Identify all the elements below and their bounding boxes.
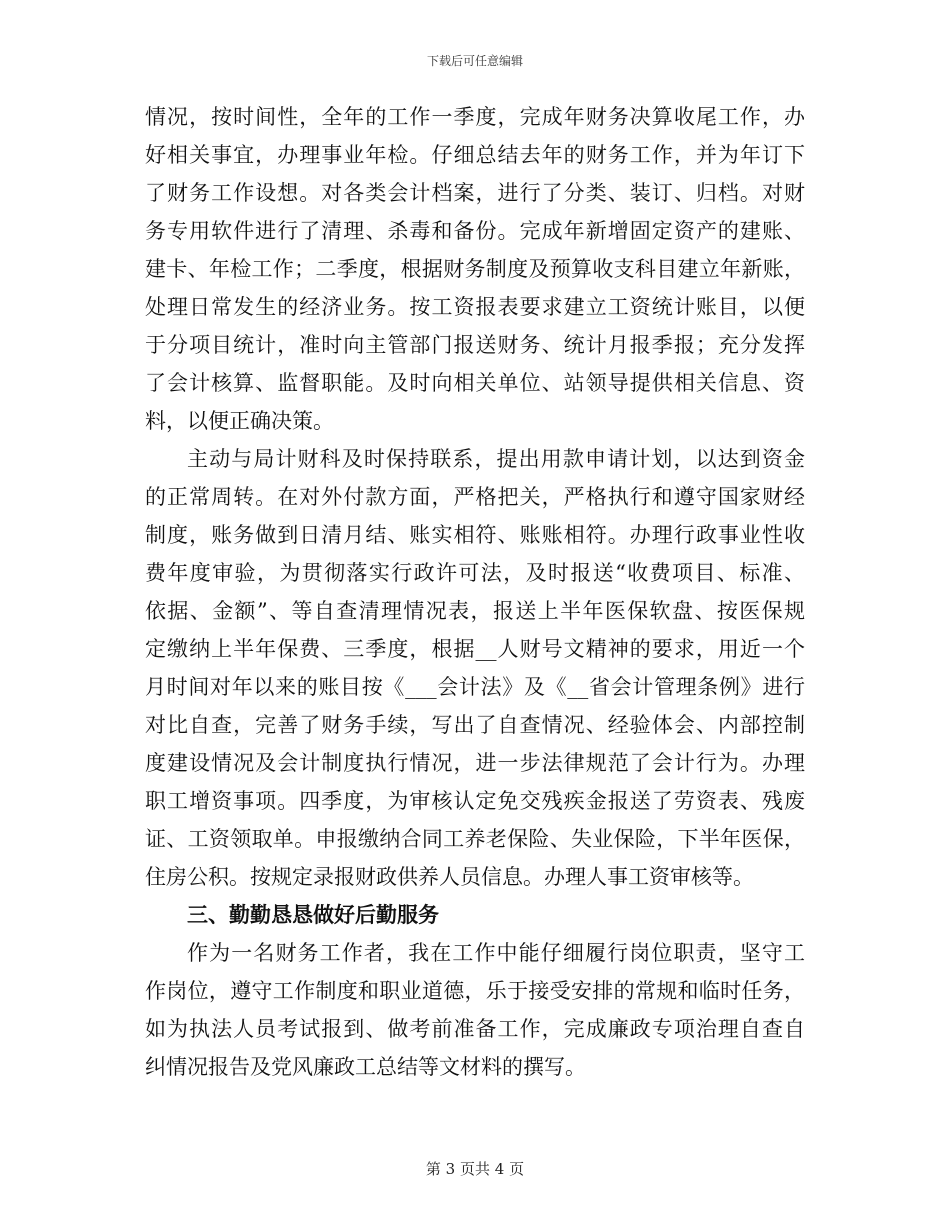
text-line: 务专用软件进行了清理、杀毒和备份。完成年新增固定资产的建账、: [145, 219, 805, 243]
text-line: 度建设情况及会计制度执行情况，进一步法律规范了会计行为。办理: [145, 751, 805, 775]
document-body: [145, 98, 805, 1086]
text-line: 纠情况报告及党风廉政工总结等文材料的撰写。: [145, 1055, 586, 1079]
text-line: 作为一名财务工作者，我在工作中能仔细履行岗位职责，坚守工: [187, 941, 805, 965]
section-heading: 三、勤勤恳恳做好后勤服务: [187, 902, 439, 927]
text-line: 定缴纳上半年保费、三季度，根据__人财号文精神的要求，用近一个: [145, 637, 805, 661]
page-number: 第 3 页共 4 页: [425, 1160, 525, 1178]
text-line: 月时间对年以来的账目按《___会计法》及《__省会计管理条例》进行: [145, 675, 805, 699]
page-header-note: 下载后可任意编辑: [426, 54, 523, 68]
text-line: 依据、金额”、等自查清理情况表，报送上半年医保软盘、按医保规: [145, 599, 805, 623]
text-line: 建卡、年检工作；二季度，根据财务制度及预算收支科目建立年新账，: [145, 257, 805, 281]
text-line: 的正常周转。在对外付款方面，严格把关，严格执行和遵守国家财经: [145, 485, 805, 509]
text-line: 证、工资领取单。申报缴纳合同工养老保险、失业保险，下半年医保，: [145, 827, 805, 851]
text-line: 如为执法人员考试报到、做考前准备工作，完成廉政专项治理自查自: [145, 1017, 805, 1041]
text-line: 了财务工作设想。对各类会计档案，进行了分类、装订、归档。对财: [145, 181, 805, 205]
text-line: 制度，账务做到日清月结、账实相符、账账相符。办理行政事业性收: [145, 523, 805, 547]
text-line: 好相关事宜，办理事业年检。仔细总结去年的财务工作，并为年订下: [145, 143, 805, 167]
text-line: 作岗位，遵守工作制度和职业道德，乐于接受安排的常规和临时任务，: [145, 979, 805, 1003]
text-line: 于分项目统计，准时向主管部门报送财务、统计月报季报；充分发挥: [145, 333, 805, 357]
text-line: 职工增资事项。四季度，为审核认定免交残疾金报送了劳资表、残废: [145, 789, 805, 813]
text-line: 处理日常发生的经济业务。按工资报表要求建立工资统计账目，以便: [145, 295, 805, 319]
text-line: 费年度审验，为贯彻落实行政许可法，及时报送“收费项目、标准、: [145, 561, 805, 585]
text-line: 了会计核算、监督职能。及时向相关单位、站领导提供相关信息、资: [145, 371, 805, 395]
text-line: 料，以便正确决策。: [145, 409, 334, 433]
text-line: 情况，按时间性，全年的工作一季度，完成年财务决算收尾工作，办: [145, 105, 805, 129]
text-line: 住房公积。按规定录报财政供养人员信息。办理人事工资审核等。: [145, 865, 754, 889]
text-line: 对比自查，完善了财务手续，写出了自查情况、经验体会、内部控制: [145, 713, 805, 737]
text-line: 主动与局计财科及时保持联系，提出用款申请计划，以达到资金: [187, 447, 805, 471]
